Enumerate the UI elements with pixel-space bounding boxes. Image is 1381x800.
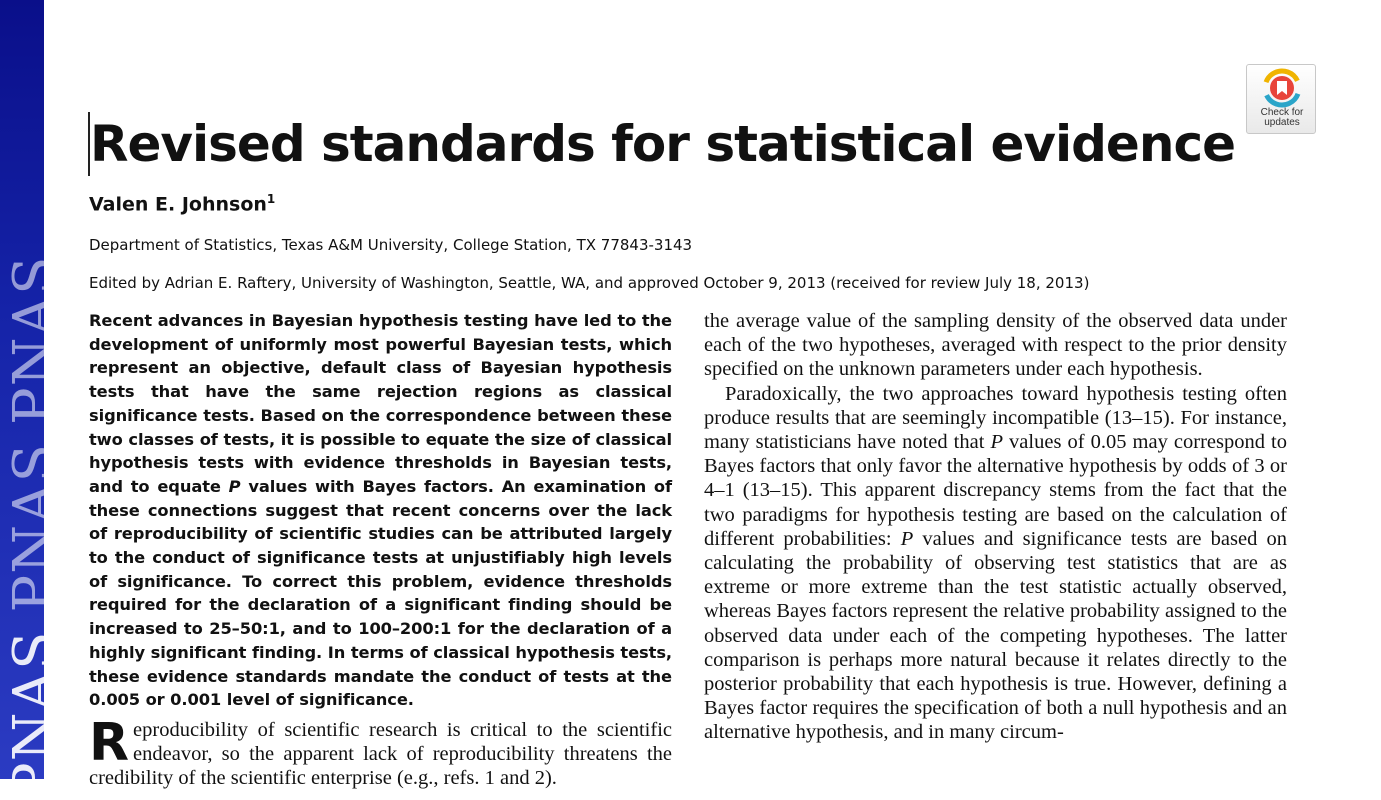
abstract-text-2: values with Bayes factors. An examination of these connections suggest that recent concerns over the lack of reproducibility of scientific studies can be attributed largely to the conduct of significance tests at unjustifiably high levels of significance. To correct this problem, evidence thresholds required for the declaration of a significant finding should be increased to 25–50:1, and to 100–200:1 for the declaration of a highly significant finding. In terms of classical hypothesis tests, these evidence standards mandate the conduct of tests at the 0.005 or 0.001 level of significance. xyxy=(89,476,672,710)
body-paragraph-1: the average value of the sampling density of the observed data under each of the two hypotheses, averaged with respect to the prior density specified on the unknown parameters under each hypothesis. xyxy=(704,310,1287,381)
para2-text-b: values of 0.05 may correspond to Bayes factors that only favor the alternative hypothesis by odds of 3 or 4–1 (13–15). This apparent discrepancy stems from the fact that the two paradigms for hypothesis testing are based on the calculation of different probabilities: xyxy=(704,431,1287,550)
right-column-body xyxy=(704,309,1287,745)
para2-italic-p1: P xyxy=(990,431,1003,454)
journal-mark-3: PNAS xyxy=(2,255,67,426)
introduction xyxy=(89,713,672,790)
para2-text-c: values and significance tests are based on calculating the probability of observing test statistics that are as extreme or more extreme than the test statistic actually observed, whereas Bayes factors represent the relative probability assigned to the observed data under each of the competing hypotheses. The latter comparison is perhaps more natural because it relates directly to the posterior probability that each hypothesis is true. However, defining a Bayes factor requires the specification of both a null hypothesis and an alternative hypothesis, and in many circum- xyxy=(704,527,1288,744)
body-paragraph-2 xyxy=(704,382,1287,745)
abstract-text-1: Recent advances in Bayesian hypothesis testing have led to the development of uniformly most powerful Bayesian tests, which represent an objective, default class of Bayesian hypothesis tests that have the same rejection regions as classical significance tests. Based on the correspondence between these two classes of tests, it is possible to equate the size of classical hypothesis tests with evidence thresholds in Bayesian tests, and to equate xyxy=(89,311,672,496)
journal-sidebar xyxy=(0,0,67,800)
article-title: Revised standards for statistical evidence xyxy=(88,112,1235,176)
drop-cap: R xyxy=(89,713,130,773)
author-name: Valen E. Johnson xyxy=(89,193,267,216)
journal-mark-2: PNAS xyxy=(2,443,67,613)
journal-mark-1: PNAS xyxy=(2,630,67,800)
para2-italic-p2: P xyxy=(900,527,914,550)
journal-mark xyxy=(2,238,67,800)
check-updates-icon xyxy=(1262,68,1302,108)
edited-by-line: Edited by Adrian E. Raftery, University of Washington, Seattle, WA, and approved October 9, 2013 (received for review July 18, 2013) xyxy=(89,274,1090,292)
abstract-italic-p: P xyxy=(228,476,241,496)
author-line xyxy=(89,192,275,215)
check-updates-label xyxy=(1247,108,1317,128)
check-for-updates-badge[interactable] xyxy=(1246,64,1316,134)
affiliation: Department of Statistics, Texas A&M University, College Station, TX 77843-3143 xyxy=(89,236,693,254)
check-updates-line1: Check for xyxy=(1260,107,1304,118)
abstract xyxy=(89,309,672,712)
para2-text-a: Paradoxically, the two approaches toward hypothesis testing often produce results that are seemingly incompatible (13–15). For instance, many statisticians have noted that xyxy=(704,382,1287,454)
author-affiliation-marker: 1 xyxy=(266,192,276,206)
intro-text: eproducibility of scientific research is critical to the scientific endeavor, so the apparent lack of reproducibility threatens the credibility of the scientific enterprise (e.g., refs. 1 and 2). xyxy=(89,719,672,789)
check-updates-line2: updates xyxy=(1264,117,1300,128)
